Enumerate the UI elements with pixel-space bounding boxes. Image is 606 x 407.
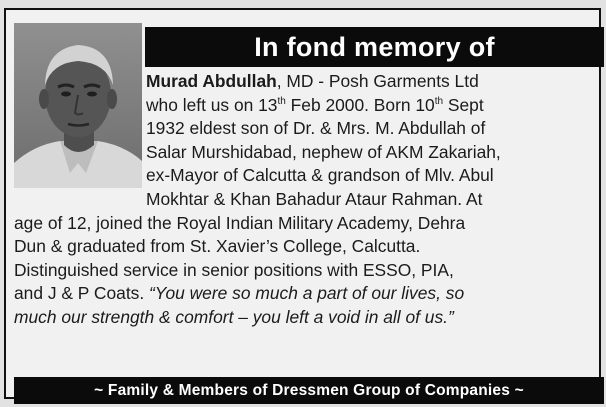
- obituary-line-7: age of 12, joined the Royal Indian Military Academy, Dehra: [14, 212, 466, 233]
- tribute-quote: “You were so much a part of our lives, so: [149, 283, 465, 304]
- notice-title: In fond memory of: [145, 27, 604, 67]
- ordinal-suffix: th: [277, 95, 286, 107]
- memorial-notice: [4, 8, 601, 399]
- obituary-line-2: [146, 94, 484, 118]
- tribute-quote-end: much our strength & comfort – you left a void in all of us.”: [14, 307, 454, 327]
- obituary-line-1: [146, 70, 479, 94]
- deceased-name: Murad Abdullah: [146, 71, 277, 91]
- deceased-title: , MD - Posh Garments Ltd: [276, 71, 479, 91]
- obituary-line-5: ex-Mayor of Calcutta & grandson of Mlv. Abul: [146, 165, 494, 186]
- obituary-line-6: Mokhtar & Khan Bahadur Ataur Rahman. At: [146, 189, 483, 209]
- obituary-line-3: 1932 eldest son of Dr. & Mrs. M. Abdullah of: [146, 118, 486, 139]
- birth-date-text: Feb 2000. Born 10: [285, 94, 435, 115]
- birth-month-text: Sept: [443, 94, 484, 115]
- signature-bar: ~ Family & Members of Dressmen Group of Companies ~: [14, 377, 604, 404]
- death-date-text: who left us on 13: [146, 94, 278, 115]
- employer-text: and J & P Coats.: [14, 283, 150, 304]
- obituary-line-4: Salar Murshidabad, nephew of AKM Zakariah,: [146, 141, 501, 162]
- obituary-line-10: [14, 282, 464, 306]
- obituary-line-8: Dun & graduated from St. Xavier’s College, Calcutta.: [14, 236, 421, 257]
- portrait-photo: [14, 23, 142, 188]
- ordinal-suffix: th: [434, 95, 444, 107]
- obituary-line-9: Distinguished service in senior positions with ESSO, PIA,: [14, 259, 454, 280]
